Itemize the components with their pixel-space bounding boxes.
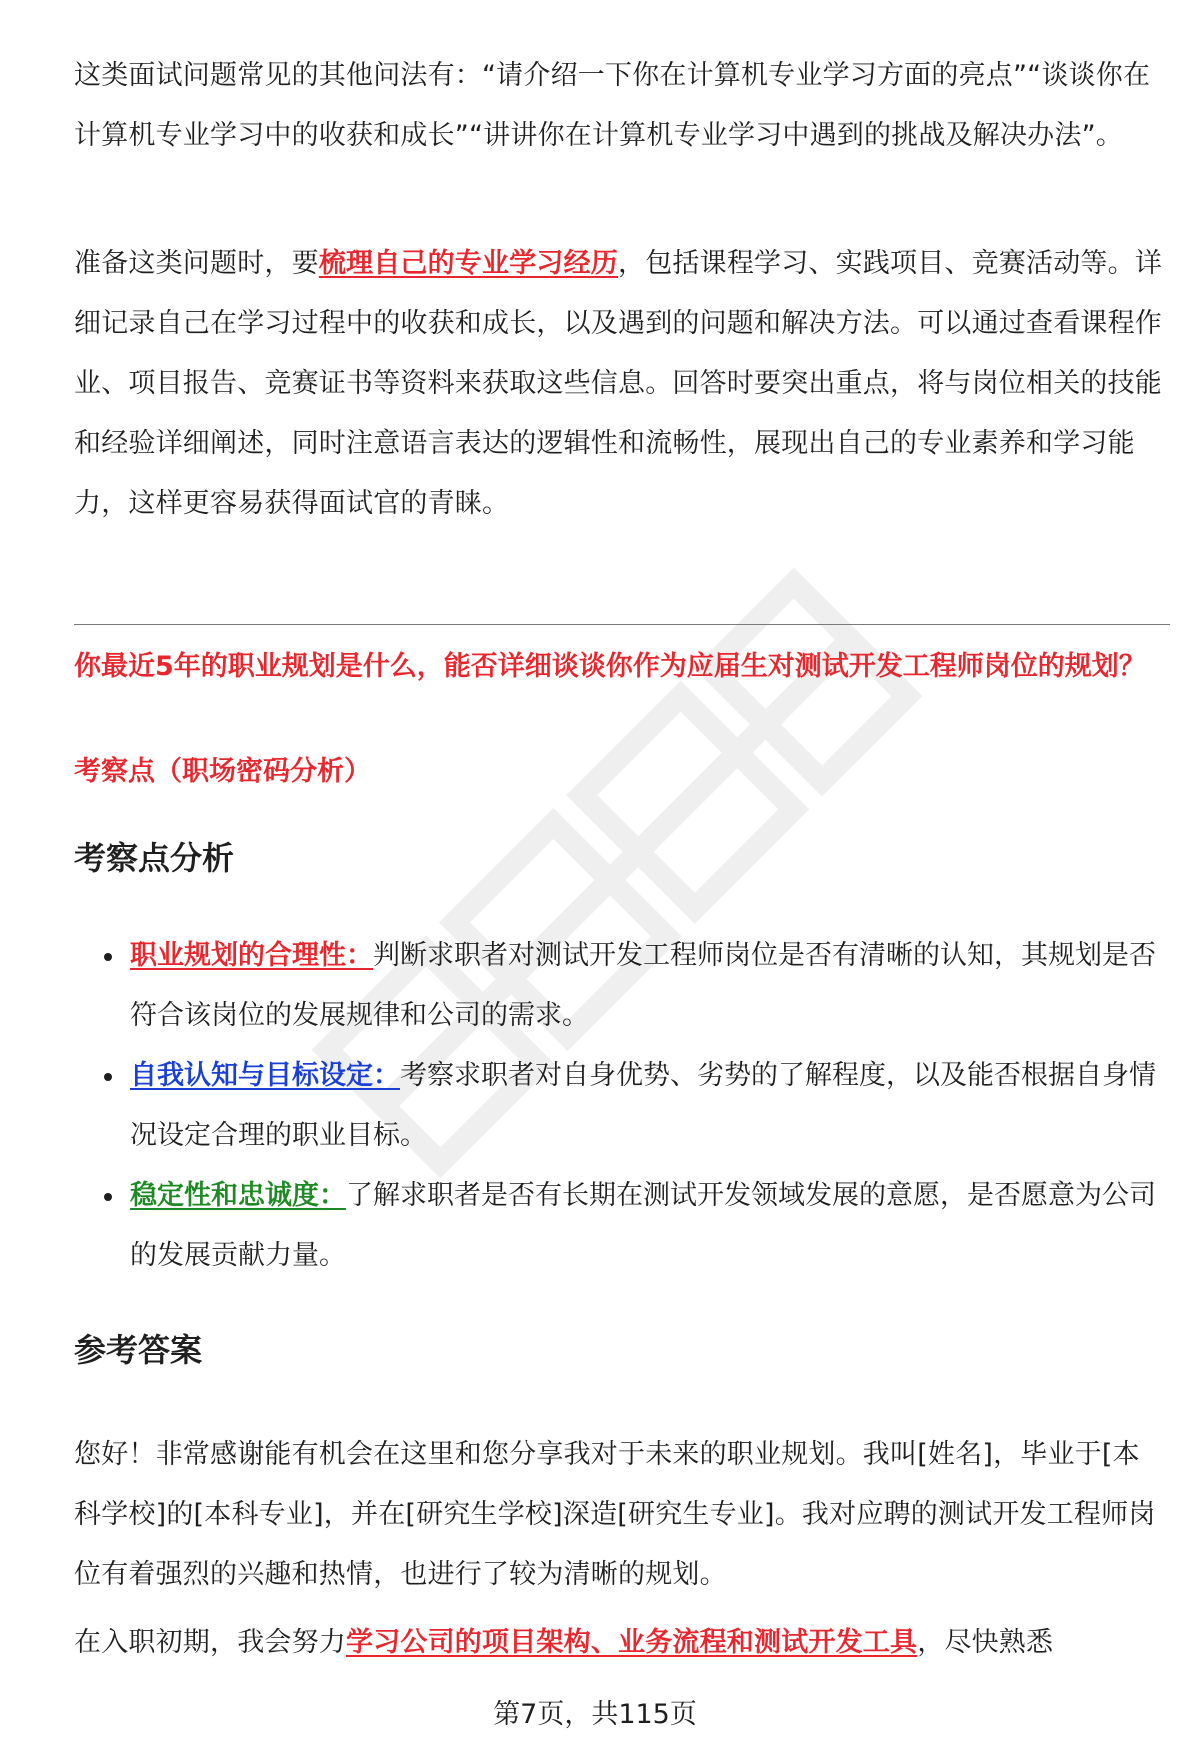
- bullet-self-awareness: [74, 1046, 1166, 1166]
- bullet-text-career-plan: 判断求职者对测试开发工程师岗位是否有清晰的认知，其规划是否符合该岗位的发展规律和公司的需求。: [130, 940, 1156, 1031]
- highlight-study-experience: 梳理自己的专业学习经历: [318, 248, 619, 279]
- bullet-label-stability: 稳定性和忠诚度：: [130, 1180, 346, 1211]
- bullet-career-plan: [74, 926, 1166, 1046]
- bullet-dot: [104, 1193, 112, 1201]
- plan-text-before: 在入职初期，我会努力: [74, 1627, 346, 1658]
- paragraph-alternative-questions: 这类面试问题常见的其他问法有：“请介绍一下你在计算机专业学习方面的亮点”“谈谈你在计算机专业学习中的收获和成长”“讲讲你在计算机专业学习中遇到的挑战及解决办法”。: [74, 60, 1151, 151]
- bullet-text-self-awareness: 考察求职者对自身优势、劣势的了解程度，以及能否根据自身情况设定合理的职业目标。: [130, 1060, 1156, 1151]
- answer-paragraph-intro: 您好！非常感谢能有机会在这里和您分享我对于未来的职业规划。我叫[姓名]，毕业于[本科学校]的[本科专业]，并在[研究生学校]深造[研究生专业]。我对应聘的测试开发工程师岗位有着强烈的兴趣和热情，也进行了较为清晰的规划。: [74, 1439, 1156, 1590]
- bullet-dot: [104, 1073, 112, 1081]
- bullet-dot: [104, 953, 112, 961]
- bullet-stability: [74, 1166, 1166, 1286]
- preparation-text-after: ，包括课程学习、实践项目、竞赛活动等。详细记录自己在学习过程中的收获和成长，以及遇到的问题和解决方法。可以通过查看课程作业、项目报告、竞赛证书等资料来获取这些信息。回答时要突出重点，将与岗位相关的技能和经验详细阐述，同时注意语言表达的逻辑性和流畅性，展现出自己的专业素养和学习能力，这样更容易获得面试官的青睐。: [74, 248, 1163, 519]
- bullet-text-stability: 了解求职者是否有长期在测试开发领域发展的意愿，是否愿意为公司的发展贡献力量。: [130, 1180, 1156, 1271]
- page-number-footer: 第7页，共115页: [493, 1699, 697, 1730]
- paragraph-preparation-advice: [74, 234, 1166, 534]
- section-divider: [74, 624, 1170, 625]
- interview-question: 你最近5年的职业规划是什么，能否详细谈谈你作为应届生对测试开发工程师岗位的规划？: [74, 651, 1146, 682]
- answer-heading: 参考答案: [74, 1331, 203, 1369]
- preparation-text-before: 准备这类问题时，要: [74, 248, 319, 279]
- bullet-label-self-awareness: 自我认知与目标设定：: [130, 1060, 400, 1091]
- analysis-bullet-list: [74, 926, 1166, 1286]
- bullet-label-career-plan: 职业规划的合理性：: [130, 940, 373, 971]
- plan-text-after: ，尽快熟悉: [917, 1627, 1054, 1658]
- answer-paragraph-plan: [74, 1613, 1166, 1673]
- analysis-heading: 考察点分析: [74, 839, 235, 877]
- assessment-point-label: 考察点（职场密码分析）: [74, 756, 371, 787]
- highlight-learn-company-projects: 学习公司的项目架构、业务流程和测试开发工具: [346, 1627, 918, 1658]
